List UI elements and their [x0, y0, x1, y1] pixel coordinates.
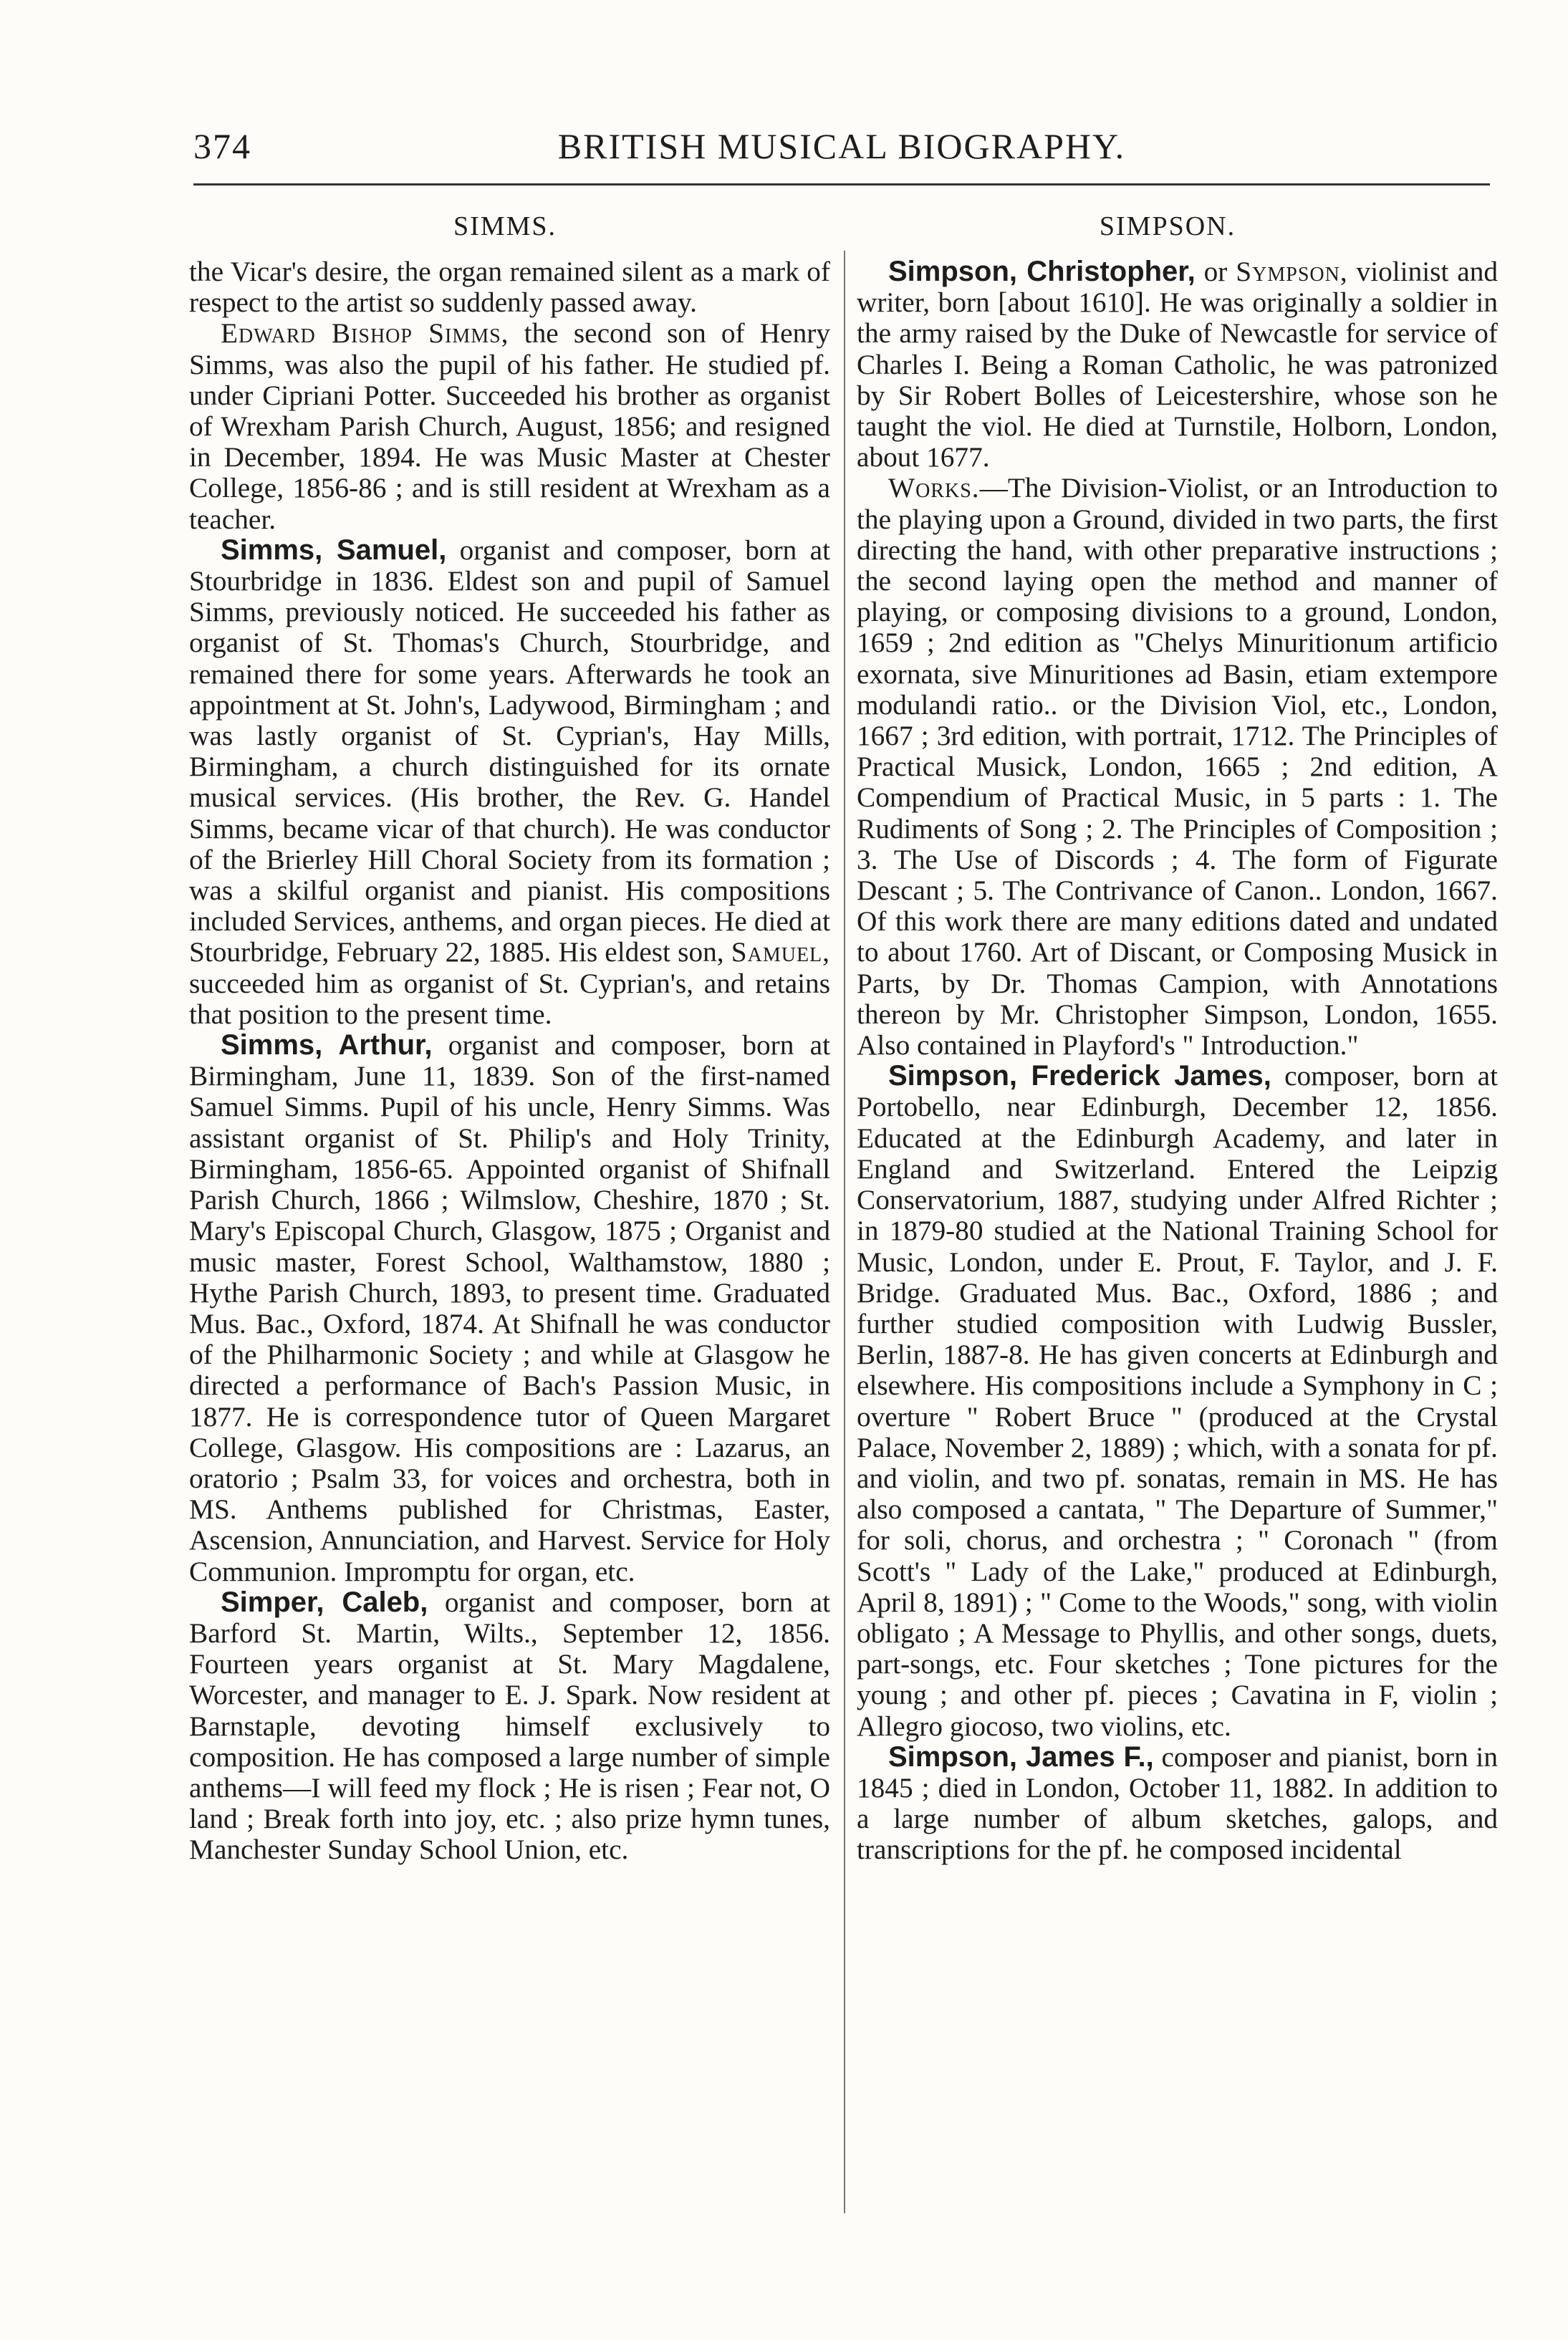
entry-name: Edward Bishop Simms,	[221, 317, 509, 350]
entry-text: the second son of Henry Simms, was also the pupil of his father. He studied pf. under Cipriani Potter. Succeeded his brother as organist of Wrexham Parish Church, August, 1856; and resigned in December, 1894. He was Music Master at Chester College, 1856-86 ; and is still resident at Wrexham as a teacher.	[189, 317, 830, 535]
right-column-heading: SIMPSON.	[1099, 211, 1236, 241]
entry-text: composer, born at Portobello, near Edinburgh, December 12, 1856. Educated at the Edinburgh Academy, and later in England and Switzerland. Entered the Leipzig Conservatorium, 1887, studying under Alfred Richter ; in 1879-80 studied at the National Training School for Music, London, under E. Prout, F. Taylor, and J. F. Bridge. Graduated Mus. Bac., Oxford, 1886 ; and further studied composition with Ludwig Bussler, Berlin, 1887-8. He has given concerts at Edinburgh and elsewhere. His compositions include a Symphony in C ; overture " Robert Bruce " (produced at the Crystal Palace, November 2, 1889) ; which, with a sonata for pf. and violin, and two pf. sonatas, remain in MS. He has also composed a cantata, " The Departure of Summer," for soli, chorus, and orchestra ; " Coronach " (from Scott's " Lady of the Lake," produced at Edinburgh, April 8, 1891) ; " Come to the Woods," song, with violin obligato ; A Message to Phyllis, and other songs, duets, part-songs, etc. Four sketches ; Tone pictures for the young ; and other pf. pieces ; Cavatina in F, violin ; Allegro giocoso, two violins, etc.	[857, 1060, 1499, 1742]
entry-name: Samuel,	[731, 936, 830, 968]
column-divider	[844, 251, 845, 2213]
entry-simms-arthur	[189, 1030, 830, 1587]
running-title: BRITISH MUSICAL BIOGRAPHY.	[557, 126, 1126, 166]
entry-headword: Simpson, James F.,	[888, 1740, 1154, 1773]
entry-text: composer and pianist, born in 1845 ; died in London, October 11, 1882. In addition to a large number of album sketches, galops, and transcriptions for the pf. he composed incidental	[857, 1740, 1498, 1866]
entry-simpson-frederick-james	[857, 1061, 1498, 1741]
left-column-heading: SIMMS.	[453, 211, 557, 241]
entry-headword: Simpson, Frederick James,	[888, 1060, 1271, 1092]
header-rule	[193, 183, 1490, 186]
left-column	[189, 256, 830, 1866]
entry-simpson-christopher	[857, 256, 1498, 473]
entry-name: Sympson,	[1236, 256, 1348, 287]
entry-text: violinist and writer, born [about 1610]. He was originally a soldier in the army raised by the Duke of Newcastle for service of Charles I. Being a Roman Catholic, he was patronized by Sir Robert Bolles of Leicestershire, whose son he taught the viol. He died at Turnstile, Holborn, London, about 1677.	[857, 256, 1498, 473]
entry-headword: Simpson, Christopher,	[888, 256, 1196, 287]
page-number: 374	[193, 126, 251, 166]
entry-text: organist and composer, born at Birmingham, June 11, 1839. Son of the first-named Samuel Simms. Pupil of his uncle, Henry Simms. Was assistant organist of St. Philip's and Holy Trinity, Birmingham, 1856-65. Appointed organist of Shifnall Parish Church, 1866 ; Wilmslow, Cheshire, 1870 ; St. Mary's Episcopal Church, Glasgow, 1875 ; Organist and music master, Forest School, Walthamstow, 1880 ; Hythe Parish Church, 1893, to present time. Graduated Mus. Bac., Oxford, 1874. At Shifnall he was conductor of the Philharmonic Society ; and while at Glasgow he directed a performance of Bach's Passion Music, in 1877. He is correspondence tutor of Queen Margaret College, Glasgow. His compositions are : Lazarus, an oratorio ; Psalm 33, for voices and orchestra, both in MS. Anthems published for Christmas, Easter, Ascension, Annunciation, and Harvest. Service for Holy Communion. Impromptu for organ, etc.	[189, 1029, 830, 1587]
entry-text: organist and composer, born at Stourbridge in 1836. Eldest son and pupil of Samuel Simms, previously noticed. He succeeded his father as organist of St. Thomas's Church, Stourbridge, and remained there for some years. Afterwards he took an appointment at St. John's, Ladywood, Birmingham ; and was lastly organist of St. Cyprian's, Hay Mills, Birmingham, a church distinguished for its ornate musical services. (His brother, the Rev. G. Handel Simms, became vicar of that church). He was conductor of the Brierley Hill Choral Society from its formation ; was a skilful organist and pianist. His compositions included Services, anthems, and organ pieces. He died at Stourbridge, February 22, 1885. His eldest son,	[189, 534, 831, 968]
entry-simms-samuel	[189, 535, 830, 1030]
entry-text: succeeded him as organist of St. Cyprian's, and retains that position to the present time.	[189, 967, 830, 1030]
right-column	[857, 256, 1498, 1866]
entry-simper-caleb	[189, 1587, 830, 1866]
works-label: Works.	[888, 472, 980, 504]
entry-simpson-james-f	[857, 1742, 1498, 1866]
entry-text: or	[1195, 256, 1236, 287]
entry-text: —The Division-Violist, or an Introduction to the playing upon a Ground, divided in two parts, the first directing the hand, with other preparative instructions ; the second laying open the method and manner of playing, or composing divisions to a ground, London, 1659 ; 2nd edition as "Chelys Minuritionum artificio exornata, sive Minuritiones ad Basin, etiam extempore modulandi ratio.. or the Division Viol, etc., London, 1667 ; 3rd edition, with portrait, 1712. The Principles of Practical Musick, London, 1665 ; 2nd edition, A Compendium of Practical Music, in 5 parts : 1. The Rudiments of Song ; 2. The Principles of Composition ; 3. The Use of Discords ; 4. The form of Figurate Descant ; 5. The Contrivance of Canon.. London, 1667. Of this work there are many editions dated and undated to about 1760. Art of Discant, or Composing Musick in Parts, by Dr. Thomas Campion, with Annotations thereon by Mr. Christopher Simpson, London, 1655. Also contained in Playford's " Introduction."	[857, 472, 1498, 1061]
entry-edward-bishop-simms	[189, 318, 830, 534]
entry-headword: Simms, Samuel,	[221, 534, 447, 566]
works-paragraph	[857, 473, 1498, 1061]
entry-headword: Simper, Caleb,	[221, 1586, 428, 1618]
entry-continuation: the Vicar's desire, the organ remained silent as a mark of respect to the artist so suddenly passed away.	[189, 256, 830, 319]
entry-headword: Simms, Arthur,	[221, 1029, 433, 1061]
entry-text: organist and composer, born at Barford St. Martin, Wilts., September 12, 1856. Fourteen years organist at St. Mary Magdalene, Worcester, and manager to E. J. Spark. Now resident at Barnstaple, devoting himself exclusively to composition. He has composed a large number of simple anthems—I will feed my flock ; He is risen ; Fear not, O land ; Break forth into joy, etc. ; also prize hymn tunes, Manchester Sunday School Union, etc.	[189, 1586, 830, 1866]
running-header	[193, 120, 1490, 172]
